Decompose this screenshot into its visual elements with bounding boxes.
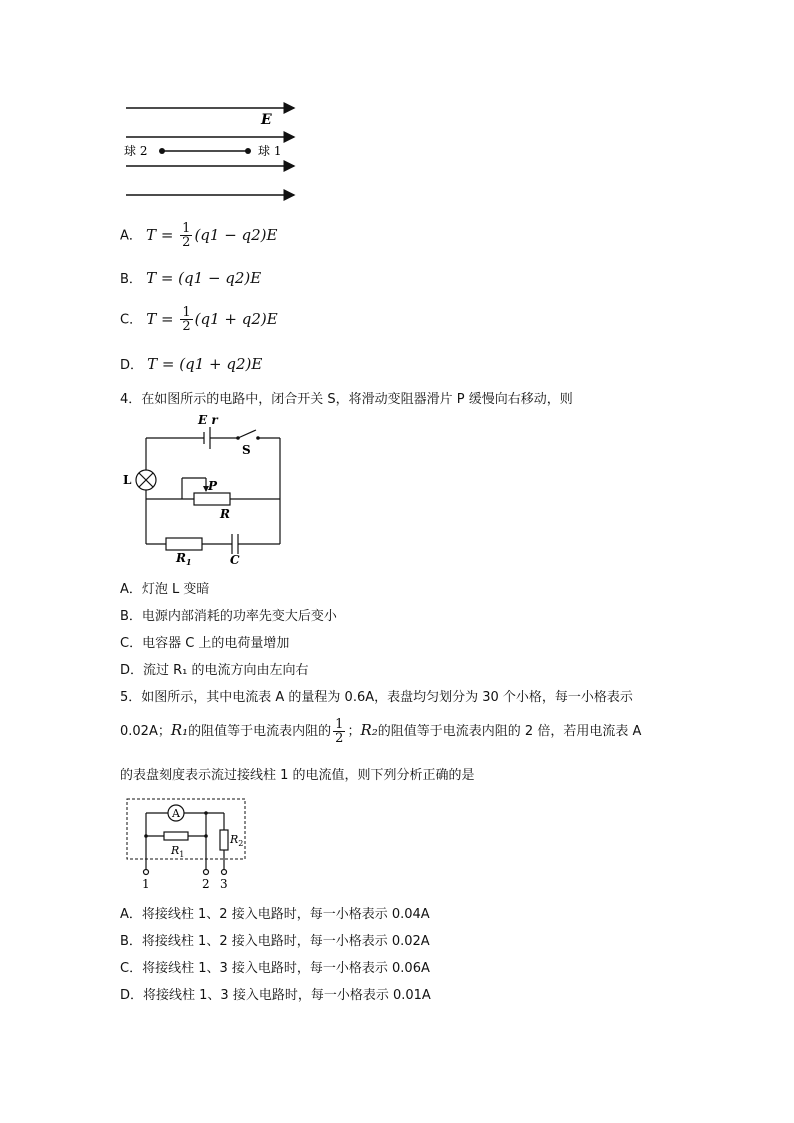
q5-stem-line2: 0.02A；R₁的阻值等于电流表内阻的 $\frac{1}{2}$ ；R₂的阻值等于电流表内阻的 2 倍，若用电流表 A [120, 717, 642, 746]
meter-label: A [172, 807, 180, 820]
field-label: E [261, 112, 272, 128]
q4-circuit [118, 412, 288, 567]
r2-label: $R_2$ [230, 833, 244, 848]
lamp-label: L [123, 473, 132, 487]
r1-label: $R_1$ [171, 844, 185, 859]
formula: T = $\frac{1}{2}$ (q1 − q2)E [146, 221, 278, 250]
q5-stem-line3: 的表盘刻度表示流过接线柱 1 的电流值，则下列分析正确的是 [120, 768, 475, 783]
rheostat-label: R [220, 507, 230, 521]
switch-label: S [242, 443, 251, 457]
ball-2 [159, 148, 165, 154]
terminal-1-label: 1 [142, 877, 150, 891]
slider-label: P [208, 479, 218, 493]
q5-option-a[interactable]: A．将接线柱 1、2 接入电路时，每一小格表示 0.04A [120, 907, 430, 922]
q5-option-c[interactable]: C．将接线柱 1、3 接入电路时，每一小格表示 0.06A [120, 961, 430, 976]
capacitor-label: C [230, 553, 240, 567]
ball1-label: 球 1 [258, 144, 282, 158]
q5-option-d[interactable]: D．将接线柱 1、3 接入电路时，每一小格表示 0.01A [120, 988, 431, 1003]
q3-option-c[interactable]: C． T = $\frac{1}{2}$ (q1 + q2)E [120, 305, 278, 334]
q4-option-a[interactable]: A．灯泡 L 变暗 [120, 582, 210, 597]
terminal-3-label: 3 [220, 877, 228, 891]
terminal-2-label: 2 [202, 877, 210, 891]
q3-option-b[interactable]: B． T = (q1 − q2)E [120, 269, 262, 287]
ball2-label: 球 2 [124, 144, 148, 158]
resistor1-label: $R_1$ [176, 551, 192, 567]
q5-circuit [124, 796, 250, 892]
q5-stem-line1: 5．如图所示，其中电流表 A 的量程为 0.6A，表盘均匀划分为 30 个小格，每一小格表示 [120, 690, 633, 705]
q4-option-b[interactable]: B．电源内部消耗的功率先变大后变小 [120, 609, 337, 624]
q4-option-c[interactable]: C．电容器 C 上的电荷量增加 [120, 636, 290, 651]
formula: T = (q1 − q2)E [146, 269, 262, 287]
q4-option-d[interactable]: D．流过 R₁ 的电流方向由左向右 [120, 663, 309, 678]
field-figure [118, 96, 308, 206]
q3-option-d[interactable]: D． T = (q1 + q2)E [120, 355, 263, 373]
source-label: E r [198, 413, 218, 427]
ball-1 [245, 148, 251, 154]
q3-option-a[interactable]: A． T = $\frac{1}{2}$ (q1 − q2)E [120, 221, 278, 250]
formula: T = $\frac{1}{2}$ (q1 + q2)E [146, 305, 278, 334]
q5-option-b[interactable]: B．将接线柱 1、2 接入电路时，每一小格表示 0.02A [120, 934, 430, 949]
formula: T = (q1 + q2)E [147, 355, 263, 373]
q4-stem: 4．在如图所示的电路中，闭合开关 S，将滑动变阻器滑片 P 缓慢向右移动，则 [120, 392, 573, 407]
